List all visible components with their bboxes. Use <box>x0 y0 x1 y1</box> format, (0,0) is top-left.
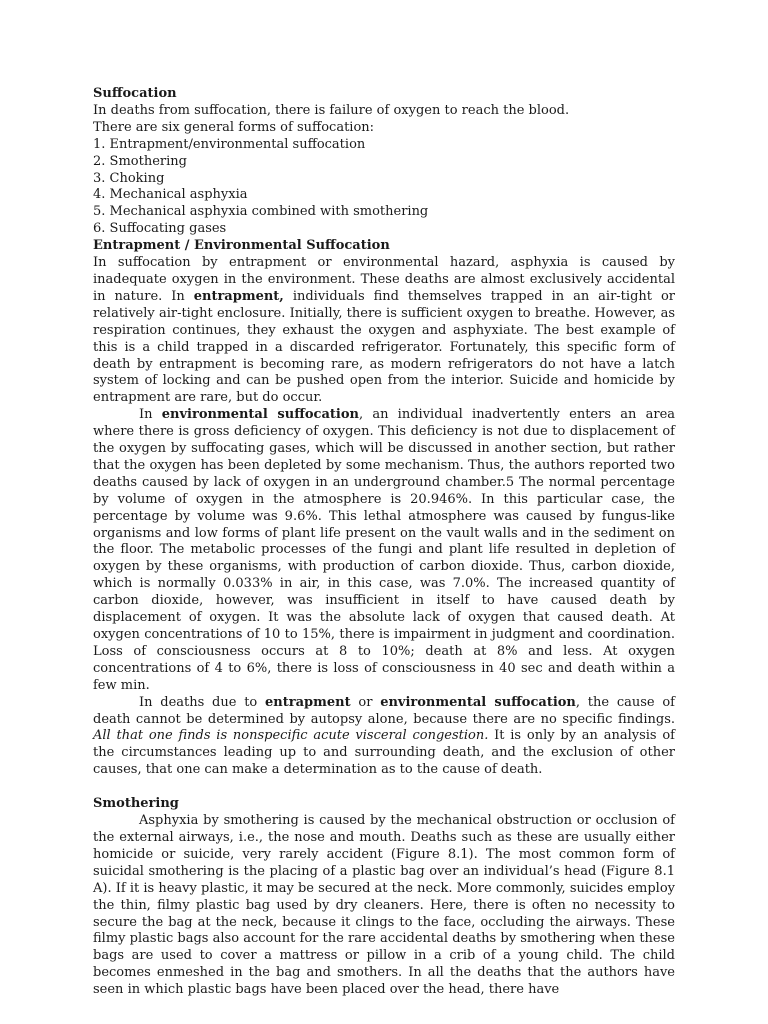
heading-suffocation: Suffocation <box>93 86 177 101</box>
p3-text-c: or <box>358 694 373 710</box>
p1-term-entrapment: entrapment, <box>193 288 284 304</box>
heading-entrapment: Entrapment / Environmental Suffocation <box>93 238 390 254</box>
forms-list <box>93 137 675 238</box>
intro-line-2: There are six general forms of suffocation: <box>93 119 375 135</box>
p1-text-a: In suffocation by entrapment or environmental hazard, asphyxia is caused by inadequate oxygen in the environment. These deaths are almost exclusively accidental in nature. In <box>93 255 675 304</box>
list-item: 4. Mechanical asphyxia <box>93 187 248 203</box>
p2-text-c: , an individual inadvertently enters an area where there is gross deficiency of oxygen. This deficiency is not due to displacement of the oxygen by suffocating gases, which will be discussed in another section, but rather that the oxygen has been depleted by some mechanism. Thus, the authors reported two deaths caused by lack of oxygen in an underground chamber.5 The normal percentage by volume of oxygen in the atmosphere is 20.946%. In this particular case, the percentage by volume was 9.6%. This lethal atmosphere was caused by fungus-like organisms and low forms of plant life present on the vault walls and in the sediment on the floor. The metabolic processes of the fungi and plant life resulted in depletion of oxygen by these organisms, with production of carbon dioxide. Thus, carbon dioxide, which is normally 0.033% in air, in this case, was 7.0%. The increased quantity of carbon dioxide, however, was insufficient in itself to have caused death by displacement of oxygen. It was the absolute lack of oxygen that caused death. At oxygen concentrations of 10 to 15%, there is impairment in judgment and coordination. Loss of consciousness occurs at 8 to 10%; death at 8% and less. At oxygen concentrations of 4 to 6%, there is loss of consciousness in 40 sec and death within a few min. <box>93 407 676 693</box>
intro-line-1: In deaths from suffocation, there is failure of oxygen to reach the blood. <box>93 102 570 118</box>
p1-text-c: individuals find themselves trapped in an air-tight or relatively air-tight enclosure. Initially, there is sufficient oxygen to breathe. However, as respiration continues, they exhaust the oxygen and asphyxiate. The best example of this is a child trapped in a discarded refrigerator. Fortunately, this specific form of death by entrapment is becoming rare, as modern refrigerators do not have a latch system of locking and can be pushed open from the interior. Suicide and homicide by entrapment are rare, but do occur. <box>93 288 675 406</box>
p3-text-a: In deaths due to <box>139 694 258 710</box>
list-item: 1. Entrapment/environmental suffocation <box>93 136 366 152</box>
p3-term-environmental: environmental suffocation <box>380 694 576 710</box>
list-item: 6. Suffocating gases <box>93 221 227 237</box>
paragraph-entrapment <box>93 255 675 407</box>
paragraph-determination <box>93 695 675 780</box>
list-item: 5. Mechanical asphyxia combined with smothering <box>93 204 429 220</box>
p3-text-g: It is only by an analysis of the circumstances leading up to and surrounding death, and the exclusion of other causes, that one can make a determination as to the cause of death. <box>93 728 675 778</box>
paragraph-smothering: Asphyxia by smothering is caused by the mechanical obstruction or occlusion of the external airways, i.e., the nose and mouth. Deaths such as these are usually either homicide or suicide, very rarely accident (Figure 8.1). The most common form of suicidal smothering is the placing of a plastic bag over an individual’s head (Figure 8.1 A). If it is heavy plastic, it may be secured at the neck. More commonly, suicides employ the thin, filmy plastic bag used by dry cleaners. Here, there is often no necessity to secure the bag at the neck, because it clings to the face, occluding the airways. These filmy plastic bags also account for the rare accidental deaths by smothering when these bags are used to cover a mattress or pillow in a crib of a young child. The child becomes enmeshed in the bag and smothers. In all the deaths that the authors have seen in which plastic bags have been placed over the head, there have <box>93 813 675 998</box>
heading-smothering: Smothering <box>93 796 179 812</box>
p3-italic-note: All that one finds is nonspecific acute visceral congestion. <box>93 728 489 744</box>
list-item: 2. Smothering <box>93 153 187 169</box>
section-gap <box>93 779 675 796</box>
list-item: 3. Choking <box>93 170 165 186</box>
p2-text-a: In <box>139 407 153 423</box>
p2-term-environmental: environmental suffocation <box>161 407 359 423</box>
paragraph-environmental <box>93 407 675 694</box>
document-body <box>93 86 675 999</box>
p3-text-e: , the cause of death cannot be determined by autopsy alone, because there are no specific findings. <box>93 694 675 727</box>
p3-term-entrapment: entrapment <box>265 694 351 710</box>
